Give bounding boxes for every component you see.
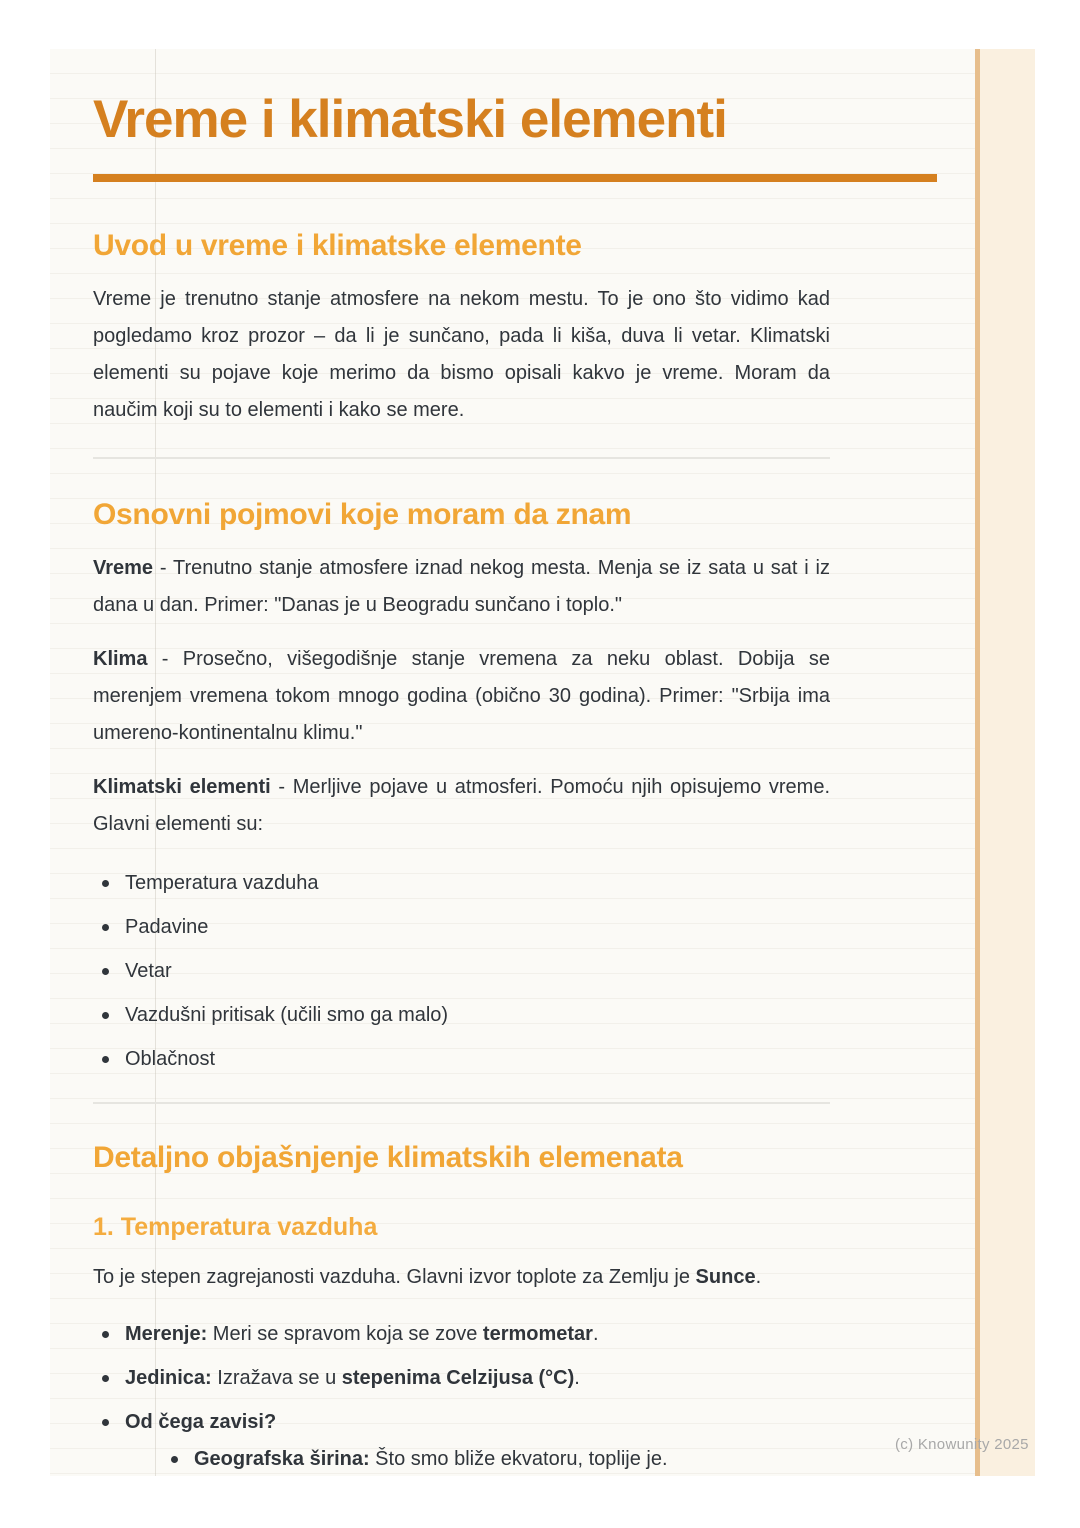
- document-content: [93, 89, 830, 1476]
- term-paragraph-vreme: [93, 550, 830, 624]
- bullet-dot-icon: [102, 1375, 109, 1382]
- bullet-dot-icon: [102, 924, 109, 931]
- list-item-label: Vazdušni pritisak (učili smo ga malo): [125, 1004, 449, 1026]
- bullet-dot-icon: [102, 880, 109, 887]
- term-dash: -: [147, 648, 183, 670]
- section-heading-detaljno: Detaljno objašnjenje klimatskih elemenata: [93, 1141, 683, 1174]
- term-paragraph-klimatski-elementi: [93, 769, 830, 843]
- subsection-heading-temperatura: 1. Temperatura vazduha: [93, 1213, 378, 1241]
- bullet-dot-icon: [171, 1456, 178, 1463]
- temperatura-lead-paragraph: [93, 1259, 830, 1296]
- lead-text: To je stepen zagrejanosti vazduha. Glavni izvor toplote za Zemlju je: [93, 1266, 696, 1288]
- term-definition: Merljive pojave u atmosferi. Pomoću njih opisujemo vreme. Glavni elementi su:: [93, 776, 831, 835]
- temperatura-details-list: [93, 1316, 830, 1476]
- page-card: [50, 49, 1035, 1476]
- page-title: Vreme i klimatski elementi: [93, 90, 727, 149]
- bullet-dot-icon: [102, 1012, 109, 1019]
- bullet-dot-icon: [102, 1419, 109, 1426]
- term-label: Klimatski elementi: [93, 776, 271, 798]
- section-heading-pojmovi: Osnovni pojmovi koje moram da znam: [93, 498, 632, 531]
- section-divider: [93, 457, 830, 459]
- bullet-bold-text: Od čega zavisi?: [125, 1411, 277, 1433]
- term-definition: Trenutno stanje atmosfere iznad nekog mesta. Menja se iz sata u sat i iz dana u dan. Primer: "Danas je u Beogradu sunčano i toplo.": [93, 557, 830, 616]
- climate-elements-list: [93, 865, 830, 1078]
- list-item-label: Padavine: [125, 916, 209, 938]
- bullet-bold-text: Geografska širina:: [194, 1448, 370, 1470]
- bullet-text: .: [592, 1323, 599, 1345]
- term-label: Vreme: [93, 557, 154, 579]
- bullet-text: Izražava se u: [211, 1367, 342, 1389]
- list-item: [93, 997, 830, 1034]
- list-item: [93, 953, 830, 990]
- title-underline-rule: [93, 174, 937, 182]
- term-label: Klima: [93, 648, 148, 670]
- intro-paragraph: Vreme je trenutno stanje atmosfere na nekom mestu. To je ono što vidimo kad pogledamo kroz prozor – da li je sunčano, pada li kiša, duva li vetar. Klimatski elementi su pojave koje merimo da bismo opisali kakvo je vreme. Moram da naučim koji su to elementi i kako se mere.: [93, 288, 830, 421]
- list-item-label: Vetar: [125, 960, 172, 982]
- term-dash: -: [153, 557, 173, 579]
- zavisi-sublist: [162, 1441, 830, 1476]
- bullet-bold-text: stepenima Celzijusa (°C): [341, 1367, 575, 1389]
- copyright-watermark: (c) Knowunity 2025: [895, 1436, 1029, 1453]
- lead-bold-text: Sunce: [695, 1266, 756, 1288]
- list-item-merenje: [93, 1316, 830, 1353]
- term-dash: -: [270, 776, 293, 798]
- term-definition: Prosečno, višegodišnje stanje vremena za neku oblast. Dobija se merenjem vremena tokom mnogo godina (obično 30 godina). Primer: "Srbija ima umereno-kontinentalnu klimu.": [93, 648, 830, 744]
- bullet-text: Što smo bliže ekvatoru, toplije je.: [369, 1448, 668, 1470]
- list-item-jedinica: [93, 1360, 830, 1397]
- bullet-dot-icon: [102, 1056, 109, 1063]
- term-paragraph-klima: [93, 641, 830, 752]
- bullet-text: Meri se spravom koja se zove: [207, 1323, 483, 1345]
- bullet-dot-icon: [102, 968, 109, 975]
- section-divider: [93, 1102, 830, 1104]
- list-item-zavisi: [93, 1404, 830, 1476]
- bullet-dot-icon: [102, 1331, 109, 1338]
- lead-text: .: [755, 1266, 762, 1288]
- bullet-bold-text: Jedinica:: [125, 1367, 212, 1389]
- list-item: [93, 1041, 830, 1078]
- list-item-geografska-sirina: [162, 1441, 830, 1476]
- bullet-bold-text: termometar: [482, 1323, 593, 1345]
- decorative-side-stripe: [975, 49, 1035, 1476]
- list-item: [93, 865, 830, 902]
- bullet-text: .: [574, 1367, 580, 1389]
- list-item-label: Oblačnost: [125, 1048, 216, 1070]
- section-heading-intro: Uvod u vreme i klimatske elemente: [93, 229, 582, 262]
- bullet-bold-text: Merenje:: [125, 1323, 208, 1345]
- list-item: [93, 909, 830, 946]
- list-item-label: Temperatura vazduha: [125, 872, 319, 894]
